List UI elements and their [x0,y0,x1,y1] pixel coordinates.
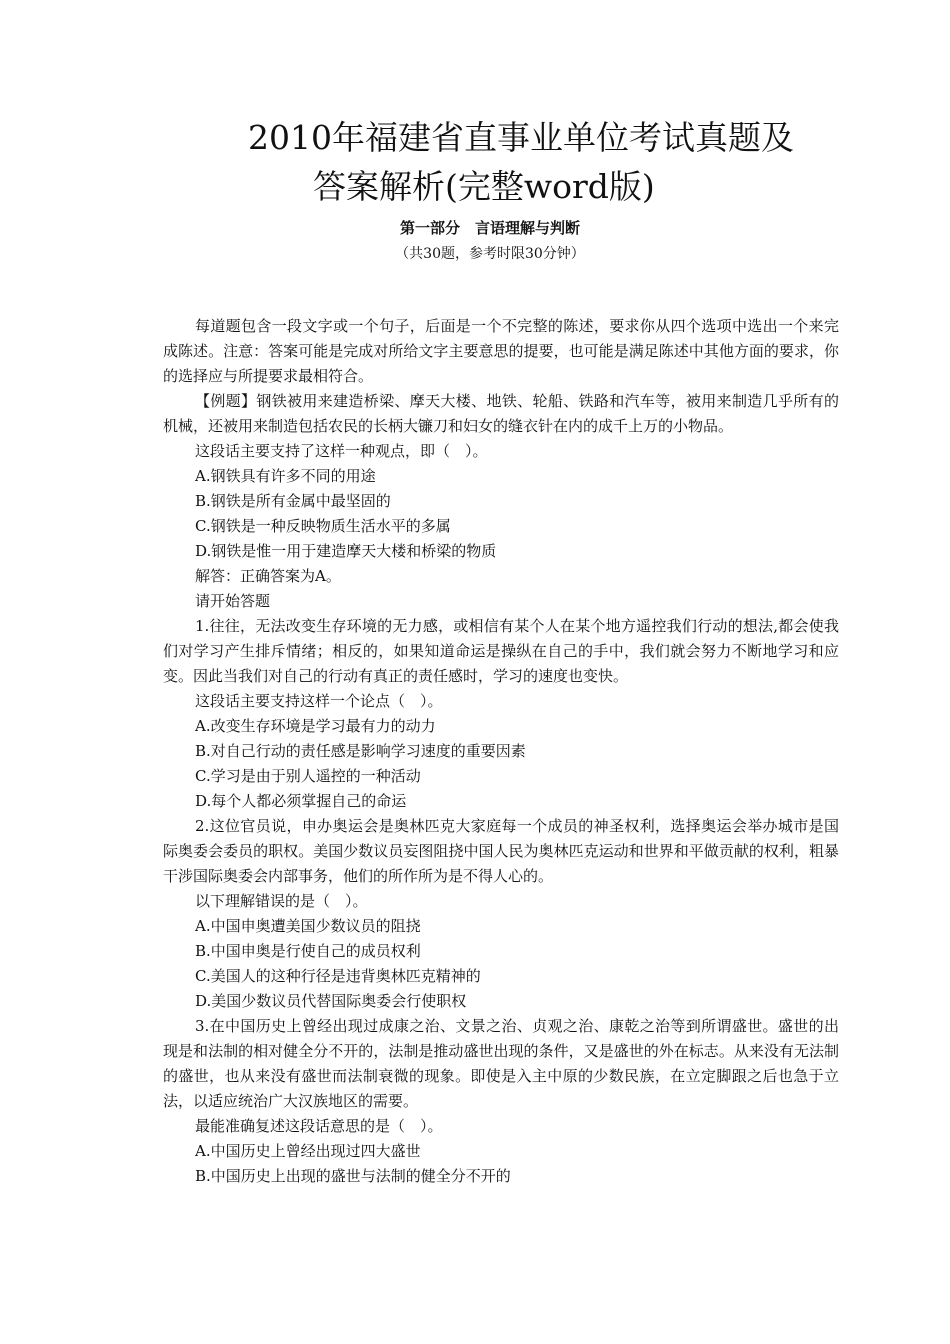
question-2: 2.这位官员说，申办奥运会是奥林匹克大家庭每一个成员的神圣权利，选择奥运会举办城市是国际奥委会委员的职权。美国少数议员妄图阻挠中国人民为奥林匹克运动和世界和平做贡献的权利，粗暴干涉国际奥委会内部事务，他们的所作所为是不得人心的。 [163,817,839,885]
question-1: 1.往往，无法改变生存环境的无力感，或相信有某个人在某个地方遥控我们行动的想法,都会使我们对学习产生排斥情绪；相反的，如果知道命运是操纵在自己的手中，我们就会努力不断地学习和应变。因此当我们对自己的行动有真正的责任感时，学习的速度也变快。 [163,617,839,685]
option-line: D.美国少数议员代替国际奥委会行使职权 [195,992,467,1010]
option-line: C.美国人的这种行径是违背奥林匹克精神的 [195,967,481,985]
paragraph: 【例题】钢铁被用来建造桥梁、摩天大楼、地铁、轮船、铁路和汽车等，被用来制造几乎所有的机械，还被用来制造包括农民的长柄大镰刀和妇女的缝衣针在内的成千上万的小物品。 [163,392,839,435]
question-prompt: 最能准确复述这段话意思的是（ ）。 [195,1117,443,1135]
document-title-line-2: 答案解析(完整word版) [313,167,655,206]
option-line: A.中国历史上曾经出现过四大盛世 [195,1142,421,1160]
option-line: A.中国申奥遭美国少数议员的阻挠 [195,917,421,935]
option-line: B.钢铁是所有金属中最坚固的 [195,492,391,510]
option-line: C.学习是由于别人遥控的一种活动 [195,767,421,785]
paragraph: 这段话主要支持了这样一种观点，即（ ）。 [195,442,488,460]
question-3: 3.在中国历史上曾经出现过成康之治、文景之治、贞观之治、康乾之治等到所谓盛世。盛世的出现是和法制的相对健全分不开的，法制是推动盛世出现的条件，又是盛世的外在标志。从来没有无法制的盛世，也从来没有盛世而法制衰微的现象。即使是入主中原的少数民族，在立定脚跟之后也急于立法，以适应统治广大汉族地区的需要。 [163,1017,839,1110]
answer-line: 解答：正确答案为A。 [195,567,341,585]
section-title: 第一部分 言语理解与判断 [399,219,580,237]
question-prompt: 这段话主要支持这样一个论点（ ）。 [195,692,443,710]
option-line: B.中国申奥是行使自己的成员权利 [195,942,421,960]
document-title-line-1: 2010年福建省直事业单位考试真题及 [248,118,794,157]
option-line: B.中国历史上出现的盛世与法制的健全分不开的 [195,1167,511,1185]
option-line: D.钢铁是惟一用于建造摩天大楼和桥梁的物质 [195,542,497,560]
option-line: A.改变生存环境是学习最有力的动力 [195,717,436,735]
paragraph: 每道题包含一段文字或一个句子，后面是一个不完整的陈述，要求你从四个选项中选出一个来完成陈述。注意：答案可能是完成对所给文字主要意思的提要，也可能是满足陈述中其他方面的要求，你的选择应与所提要求最相符合。 [163,317,839,385]
question-prompt: 以下理解错误的是（ ）。 [195,892,368,910]
option-line: B.对自己行动的责任感是影响学习速度的重要因素 [195,742,526,760]
document-body [163,314,839,1189]
option-line: A.钢铁具有许多不同的用途 [195,467,376,485]
option-line: C.钢铁是一种反映物质生活水平的多属 [195,517,451,535]
option-line: D.每个人都必须掌握自己的命运 [195,792,407,810]
instruction-line: 请开始答题 [195,592,271,610]
section-note: （共30题，参考时限30分钟） [395,246,585,262]
